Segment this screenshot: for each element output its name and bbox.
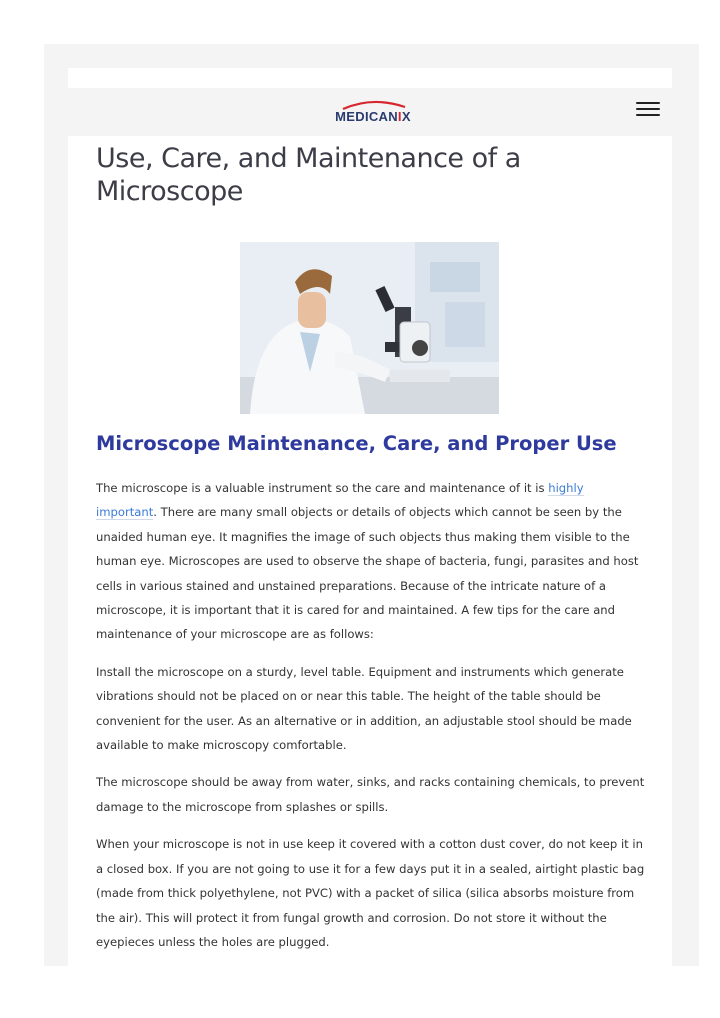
hero-image	[240, 242, 499, 414]
paragraph-storage: When your microscope is not in use keep it covered with a cotton dust cover, do not keep it in a closed box. If you are not going to use it for a few days put it in a sealed, airtight plastic bag (made from thick polyethylene, not PVC) with a packet of silica (silica absorbs moisture from the air). This will protect it from fungal growth and corrosion. Do not store it without the eyepieces unless the holes are plugged.	[96, 837, 645, 949]
article-body	[96, 476, 648, 967]
site-header	[68, 88, 672, 136]
page-title: Use, Care, and Maintenance of a Microscope	[96, 143, 521, 207]
article-content	[68, 136, 672, 966]
section-heading: Microscope Maintenance, Care, and Proper Use	[96, 432, 617, 455]
highly-important-link[interactable]: highly important	[96, 481, 584, 520]
paragraph-placement: The microscope should be away from water, sinks, and racks containing chemicals, to prevent damage to the microscope from splashes or spills.	[96, 775, 645, 814]
paragraph-intro: The microscope is a valuable instrument so the care and maintenance of it is highly important. There are many small objects or details of objects which cannot be seen by the unaided human eye. It magnifies the image of such objects thus making them visible to the human eye. Microscopes are used to observe the shape of bacteria, fungi, parasites and host cells in various stained and unstained preparations. Because of the intricate nature of a microscope, it is important that it is cared for and maintained. A few tips for the care and maintenance of your microscope are as follows:	[96, 481, 639, 642]
hamburger-menu-icon[interactable]	[636, 102, 660, 120]
paragraph-installation: Install the microscope on a sturdy, level table. Equipment and instruments which generate vibrations should not be placed on or near this table. The height of the table should be convenient for the user. As an alternative or in addition, an adjustable stool should be made available to make microscopy comfortable.	[96, 664, 632, 753]
scientist-microscope-illustration	[240, 242, 499, 414]
top-strip	[68, 68, 672, 88]
medicanix-logo[interactable]: MEDICANIX	[323, 98, 423, 126]
